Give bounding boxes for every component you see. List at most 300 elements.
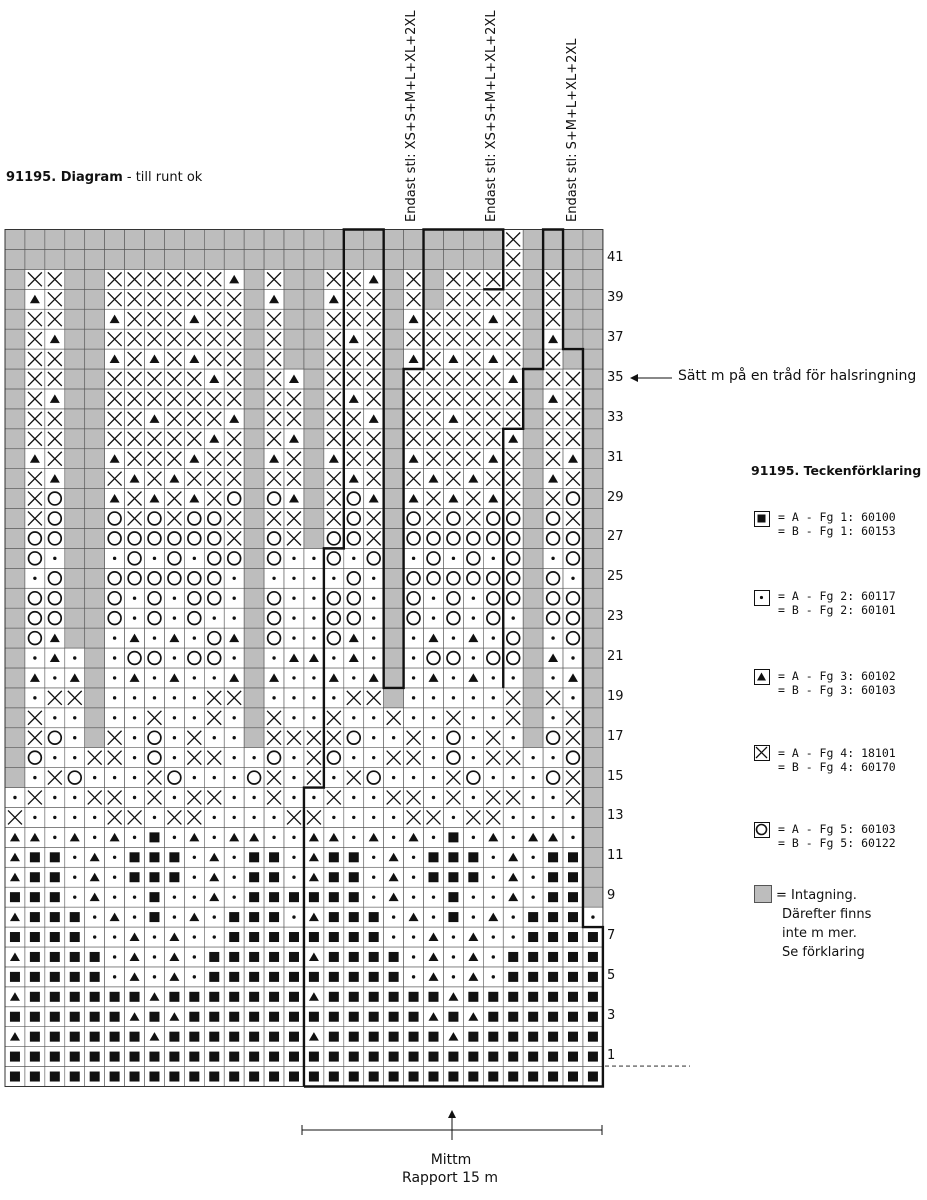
dot-mark xyxy=(232,597,235,600)
filled-square-mark xyxy=(508,1032,518,1042)
dot-mark xyxy=(133,616,136,619)
dot-mark xyxy=(591,915,594,918)
filled-square-mark xyxy=(50,852,60,862)
filled-square-mark xyxy=(149,892,159,902)
decrease-cell xyxy=(523,349,543,369)
filled-square-icon xyxy=(754,511,770,527)
dot-mark xyxy=(93,816,96,819)
filled-square-mark xyxy=(90,1072,100,1082)
decrease-cell xyxy=(284,289,304,309)
dot-mark xyxy=(372,895,375,898)
dot-mark xyxy=(412,636,415,639)
filled-square-mark xyxy=(528,972,538,982)
dot-mark xyxy=(492,935,495,938)
dot-mark xyxy=(492,716,495,719)
decrease-cell xyxy=(583,469,603,489)
decrease-cell xyxy=(384,329,404,349)
decrease-cell xyxy=(583,389,603,409)
dot-mark xyxy=(232,776,235,779)
decrease-cell xyxy=(583,509,603,529)
dot-mark xyxy=(53,557,56,560)
decrease-cell xyxy=(5,509,25,529)
dot-mark xyxy=(472,915,475,918)
filled-square-mark xyxy=(269,892,279,902)
decrease-cell xyxy=(324,230,344,250)
decrease-cell xyxy=(85,728,105,748)
decrease-cell xyxy=(583,827,603,847)
decrease-cell xyxy=(244,728,264,748)
decrease-cell xyxy=(85,469,105,489)
decrease-cell xyxy=(583,807,603,827)
filled-square-mark xyxy=(130,852,140,862)
dot-mark xyxy=(292,636,295,639)
filled-square-mark xyxy=(508,992,518,1002)
dot-mark xyxy=(113,975,116,978)
dot-mark xyxy=(352,676,355,679)
row-number: 27 xyxy=(607,529,624,545)
decrease-cell xyxy=(65,269,85,289)
decrease-cell xyxy=(5,648,25,668)
dot-mark xyxy=(193,935,196,938)
dot-mark xyxy=(153,696,156,699)
dot-mark xyxy=(113,876,116,879)
row-number: 35 xyxy=(607,370,624,385)
dot-mark xyxy=(432,716,435,719)
decrease-cell xyxy=(284,349,304,369)
decrease-cell xyxy=(583,668,603,688)
filled-square-mark xyxy=(548,1012,558,1022)
filled-square-mark xyxy=(149,912,159,922)
filled-square-mark xyxy=(548,1052,558,1062)
decrease-cell xyxy=(45,249,65,269)
filled-square-mark xyxy=(10,972,20,982)
filled-square-mark xyxy=(229,952,239,962)
dot-mark xyxy=(93,836,96,839)
filled-square-mark xyxy=(289,892,299,902)
filled-square-mark xyxy=(269,872,279,882)
dot-mark xyxy=(173,656,176,659)
filled-square-mark xyxy=(329,972,339,982)
decrease-cell xyxy=(563,289,583,309)
filled-square-mark xyxy=(50,952,60,962)
filled-square-mark xyxy=(389,972,399,982)
filled-square-mark xyxy=(30,1012,40,1022)
filled-square-mark xyxy=(428,1052,438,1062)
dot-mark xyxy=(392,816,395,819)
dot-mark xyxy=(492,776,495,779)
row-number: 19 xyxy=(607,688,624,704)
decrease-cell xyxy=(583,847,603,867)
decrease-cell xyxy=(244,708,264,728)
dot-mark xyxy=(352,836,355,839)
filled-square-mark xyxy=(568,952,578,962)
filled-square-mark xyxy=(528,992,538,1002)
filled-square-mark xyxy=(488,1012,498,1022)
decrease-cell xyxy=(583,349,603,369)
filled-square-mark xyxy=(130,1052,140,1062)
filled-square-mark xyxy=(369,1072,379,1082)
dot-mark xyxy=(492,955,495,958)
decrease-cell xyxy=(244,429,264,449)
dot-mark xyxy=(472,756,475,759)
decrease-cell xyxy=(5,409,25,429)
rapport-label: Rapport 15 m xyxy=(402,1170,498,1186)
dot-icon xyxy=(754,590,770,606)
decrease-cell xyxy=(5,748,25,768)
decrease-cell xyxy=(583,369,603,389)
dot-mark xyxy=(33,816,36,819)
filled-square-mark xyxy=(209,1032,219,1042)
filled-square-mark xyxy=(189,1032,199,1042)
dot-mark xyxy=(472,836,475,839)
filled-square-mark xyxy=(30,912,40,922)
filled-square-mark xyxy=(409,1012,419,1022)
dot-mark xyxy=(452,955,455,958)
row-number: 1 xyxy=(607,1047,616,1063)
dot-mark xyxy=(432,915,435,918)
filled-square-mark xyxy=(508,1012,518,1022)
filled-square-mark xyxy=(249,992,259,1002)
decrease-cell xyxy=(384,429,404,449)
filled-square-mark xyxy=(249,1032,259,1042)
filled-square-mark xyxy=(169,992,179,1002)
cross-icon xyxy=(754,745,770,761)
dot-mark xyxy=(312,716,315,719)
dot-mark xyxy=(571,836,574,839)
dot-mark xyxy=(372,636,375,639)
decrease-cell xyxy=(583,249,603,269)
decrease-cell xyxy=(583,728,603,748)
filled-square-mark xyxy=(548,1032,558,1042)
filled-square-mark xyxy=(329,1012,339,1022)
decrease-cell xyxy=(5,429,25,449)
filled-square-mark xyxy=(329,912,339,922)
filled-square-mark xyxy=(249,852,259,862)
dot-mark xyxy=(392,736,395,739)
filled-square-mark xyxy=(448,1072,458,1082)
decrease-cell xyxy=(523,668,543,688)
filled-square-mark xyxy=(309,1012,319,1022)
decrease-cell xyxy=(583,688,603,708)
dot-mark xyxy=(153,975,156,978)
decrease-cell xyxy=(523,568,543,588)
filled-square-mark xyxy=(50,1032,60,1042)
dot-mark xyxy=(53,796,56,799)
dot-mark xyxy=(551,676,554,679)
decrease-cell xyxy=(244,269,264,289)
legend-decrease-2: Därefter finns xyxy=(782,907,872,922)
filled-square-mark xyxy=(149,1012,159,1022)
decrease-cell xyxy=(304,469,324,489)
decrease-cell xyxy=(304,369,324,389)
decrease-cell xyxy=(424,289,444,309)
filled-square-mark xyxy=(189,1012,199,1022)
dot-mark xyxy=(73,895,76,898)
dot-mark xyxy=(133,597,136,600)
decrease-cell xyxy=(5,588,25,608)
decrease-cell xyxy=(523,329,543,349)
legend-item-3 xyxy=(778,669,896,697)
decrease-cell xyxy=(563,269,583,289)
filled-square-mark xyxy=(149,1072,159,1082)
decrease-cell xyxy=(85,628,105,648)
decrease-cell xyxy=(384,568,404,588)
dot-mark xyxy=(571,577,574,580)
dot-mark xyxy=(113,716,116,719)
decrease-cell xyxy=(523,289,543,309)
decrease-cell xyxy=(65,329,85,349)
filled-square-mark xyxy=(369,932,379,942)
filled-square-mark xyxy=(70,912,80,922)
dot-mark xyxy=(492,696,495,699)
dot-mark xyxy=(133,796,136,799)
legend-item-4 xyxy=(778,746,896,774)
filled-square-mark xyxy=(568,1072,578,1082)
dot-mark xyxy=(113,676,116,679)
filled-square-mark xyxy=(389,1052,399,1062)
legend-decrease xyxy=(776,886,871,962)
dot-mark xyxy=(213,776,216,779)
circle-icon xyxy=(754,822,770,838)
filled-square-mark xyxy=(468,1032,478,1042)
decrease-cell xyxy=(25,230,45,250)
decrease-cell xyxy=(583,708,603,728)
decrease-cell xyxy=(5,708,25,728)
filled-square-mark xyxy=(588,972,598,982)
decrease-cell xyxy=(65,469,85,489)
dot-mark xyxy=(571,696,574,699)
filled-square-mark xyxy=(548,912,558,922)
legend-item-5 xyxy=(778,822,896,850)
dot-mark xyxy=(531,776,534,779)
dot-mark xyxy=(512,676,515,679)
decrease-cell xyxy=(304,289,324,309)
dot-mark xyxy=(173,756,176,759)
dot-mark xyxy=(372,716,375,719)
filled-square-mark xyxy=(149,852,159,862)
decrease-cell xyxy=(5,469,25,489)
legend-item-1 xyxy=(778,510,896,538)
filled-square-mark xyxy=(369,1012,379,1022)
filled-square-mark xyxy=(50,1052,60,1062)
row-number: 21 xyxy=(607,649,624,665)
filled-square-mark xyxy=(568,872,578,882)
dot-mark xyxy=(133,776,136,779)
decrease-cell xyxy=(304,389,324,409)
filled-square-mark xyxy=(289,932,299,942)
decrease-cell xyxy=(443,249,463,269)
filled-square-mark xyxy=(528,1032,538,1042)
dot-mark xyxy=(292,577,295,580)
dot-mark xyxy=(312,577,315,580)
legend-item-4-a: = A - Fg 4: 18101 xyxy=(778,746,896,760)
decrease-cell xyxy=(304,269,324,289)
dot-mark xyxy=(133,696,136,699)
decrease-cell xyxy=(85,688,105,708)
dot-mark xyxy=(73,756,76,759)
decrease-cell xyxy=(583,628,603,648)
filled-square-mark xyxy=(169,872,179,882)
filled-square-mark xyxy=(209,972,219,982)
filled-square-mark xyxy=(130,872,140,882)
filled-square-mark xyxy=(568,972,578,982)
dot-mark xyxy=(432,736,435,739)
dot-mark xyxy=(551,557,554,560)
dot-mark xyxy=(492,876,495,879)
dot-mark xyxy=(232,577,235,580)
filled-square-mark xyxy=(329,1032,339,1042)
filled-square-mark xyxy=(389,1072,399,1082)
decrease-cell xyxy=(583,648,603,668)
filled-square-mark xyxy=(309,1072,319,1082)
filled-square-mark xyxy=(508,1072,518,1082)
filled-square-mark xyxy=(309,932,319,942)
filled-square-mark xyxy=(349,1052,359,1062)
legend-item-5-b: = B - Fg 5: 60122 xyxy=(778,836,896,850)
dot-mark xyxy=(312,616,315,619)
decrease-cell xyxy=(583,548,603,568)
dot-mark xyxy=(193,955,196,958)
decrease-cell xyxy=(304,230,324,250)
filled-square-mark xyxy=(70,1072,80,1082)
page-title-bold: 91195. Diagram xyxy=(6,170,123,185)
dot-mark xyxy=(173,836,176,839)
filled-square-mark xyxy=(10,1072,20,1082)
filled-square-mark xyxy=(409,992,419,1002)
filled-square-mark xyxy=(389,992,399,1002)
decrease-cell xyxy=(404,249,424,269)
decrease-cell xyxy=(583,269,603,289)
decrease-cell xyxy=(224,230,244,250)
filled-square-mark xyxy=(349,912,359,922)
filled-square-mark xyxy=(269,952,279,962)
decrease-cell xyxy=(85,668,105,688)
row-number: 33 xyxy=(607,409,624,425)
filled-square-mark xyxy=(30,952,40,962)
dot-mark xyxy=(53,816,56,819)
decrease-cell xyxy=(304,489,324,509)
decrease-cell xyxy=(65,409,85,429)
filled-square-mark xyxy=(369,952,379,962)
dot-mark xyxy=(492,557,495,560)
dot-mark xyxy=(113,955,116,958)
filled-square-mark xyxy=(309,892,319,902)
decrease-cell xyxy=(523,548,543,568)
decrease-cell xyxy=(5,249,25,269)
dot-mark xyxy=(392,935,395,938)
dot-mark xyxy=(372,816,375,819)
dot-mark xyxy=(472,796,475,799)
filled-square-mark xyxy=(209,1012,219,1022)
decrease-cell xyxy=(543,249,563,269)
dot-mark xyxy=(372,736,375,739)
dot-mark xyxy=(252,756,255,759)
filled-square-mark xyxy=(269,912,279,922)
filled-square-mark xyxy=(528,1072,538,1082)
dot-mark xyxy=(292,836,295,839)
dot-mark xyxy=(213,915,216,918)
dot-mark xyxy=(472,597,475,600)
dot-mark xyxy=(551,796,554,799)
decrease-cell xyxy=(284,269,304,289)
legend-item-2 xyxy=(778,589,896,617)
filled-square-mark xyxy=(448,1052,458,1062)
dot-mark xyxy=(531,895,534,898)
filled-square-mark xyxy=(70,952,80,962)
filled-square-mark xyxy=(468,872,478,882)
decrease-cell xyxy=(65,230,85,250)
decrease-cell xyxy=(85,568,105,588)
decrease-cell xyxy=(204,230,224,250)
dot-mark xyxy=(472,895,475,898)
legend-item-1-a: = A - Fg 1: 60100 xyxy=(778,510,896,524)
filled-square-mark xyxy=(349,1012,359,1022)
dot-mark xyxy=(292,776,295,779)
decrease-cell xyxy=(384,548,404,568)
decrease-cell xyxy=(5,628,25,648)
filled-square-mark xyxy=(448,852,458,862)
legend-item-1-b: = B - Fg 1: 60153 xyxy=(778,524,896,538)
mittm-label: Mittm xyxy=(430,1152,472,1168)
decrease-cell xyxy=(583,329,603,349)
filled-square-mark xyxy=(508,1052,518,1062)
dot-mark xyxy=(292,597,295,600)
filled-square-mark xyxy=(110,1032,120,1042)
decrease-cell xyxy=(583,867,603,887)
filled-square-mark xyxy=(428,852,438,862)
decrease-cell xyxy=(85,429,105,449)
decrease-cell xyxy=(85,509,105,529)
dot-mark xyxy=(153,955,156,958)
decrease-cell xyxy=(85,269,105,289)
decrease-cell xyxy=(65,429,85,449)
filled-square-mark xyxy=(289,1012,299,1022)
filled-square-mark xyxy=(369,992,379,1002)
filled-square-mark xyxy=(229,1032,239,1042)
dot-mark xyxy=(531,756,534,759)
decrease-cell xyxy=(523,588,543,608)
decrease-cell xyxy=(583,588,603,608)
dot-mark xyxy=(512,776,515,779)
filled-square-mark xyxy=(229,912,239,922)
decrease-cell xyxy=(523,409,543,429)
dot-mark xyxy=(432,616,435,619)
decrease-cell xyxy=(85,230,105,250)
dot-mark xyxy=(153,676,156,679)
filled-square-mark xyxy=(369,972,379,982)
dot-mark xyxy=(352,557,355,560)
decrease-cell xyxy=(244,309,264,329)
dot-mark xyxy=(292,676,295,679)
decrease-cell xyxy=(264,230,284,250)
dot-mark xyxy=(332,816,335,819)
filled-square-mark xyxy=(110,992,120,1002)
neck-note: Sätt m på en tråd för halsringning xyxy=(678,368,917,384)
filled-square-mark xyxy=(90,1052,100,1062)
triangle-icon xyxy=(754,669,770,685)
decrease-cell xyxy=(65,509,85,529)
decrease-cell xyxy=(85,608,105,628)
filled-square-mark xyxy=(528,1052,538,1062)
decrease-cell xyxy=(404,230,424,250)
dot-mark xyxy=(312,597,315,600)
dot-mark xyxy=(372,656,375,659)
decrease-cell xyxy=(344,230,364,250)
decrease-cell xyxy=(443,230,463,250)
decrease-cell xyxy=(364,230,384,250)
dot-mark xyxy=(531,796,534,799)
size-label-1: Endast stl: XS+S+M+L+XL+2XL xyxy=(404,10,419,222)
